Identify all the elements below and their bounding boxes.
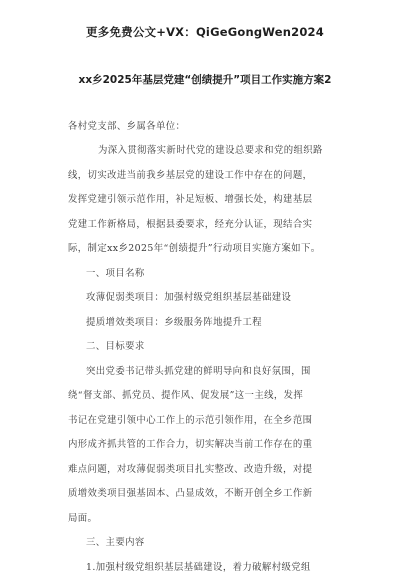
paragraph-line: 1.加强村级党组织基层基础建设，着力破解村级党组 (86, 561, 311, 573)
paragraph-line: 际，制定xx乡2025年“创绩提升”行动项目实施方案如下。 (68, 243, 321, 255)
section-heading: 二、目标要求 (86, 341, 145, 353)
paragraph-line: 质增效类项目强基固本、凸显成效，不断开创全乡工作新 (68, 488, 313, 500)
paragraph-line: 线，切实改进当前我乡基层党的建设工作中存在的问题， (68, 169, 313, 181)
salutation-line: 各村党支部、乡属各单位： (68, 121, 186, 132)
document-title: xx乡2025年基层党建“创绩提升”项目工作实施方案2 (78, 74, 332, 86)
section-heading: 一、项目名称 (86, 267, 145, 279)
paragraph-line: 党建工作新格局，根据县委要求，经充分认证，现结合实 (68, 218, 313, 230)
project-item: 提质增效类项目：乡级服务阵地提升工程 (86, 316, 262, 328)
paragraph-line: 突出党委书记带头抓党建的鲜明导向和良好氛围，围 (86, 365, 311, 377)
paragraph-line: 局面。 (68, 512, 98, 524)
paragraph-line: 绕“督支部、抓党员、提作风、促发展”这一主线，发挥 (68, 390, 304, 402)
paragraph-line: 为深入贯彻落实新时代党的建设总要求和党的组织路 (98, 145, 323, 157)
paragraph-line: 发挥党建引领示范作用，补足短板、增强长处，构建基层 (68, 194, 313, 206)
section-heading: 三、主要内容 (86, 537, 145, 549)
paragraph-line: 书记在党建引领中心工作上的示范引领作用，在全乡范围 (68, 414, 313, 426)
promo-header: 更多免费公文+VX：QiGeGongWen2024 (86, 25, 324, 39)
paragraph-line: 内形成齐抓共管的工作合力，切实解决当前工作存在的重 (68, 439, 313, 451)
paragraph-line: 难点问题，对攻薄促弱类项目扎实整改、改造升级，对提 (68, 463, 313, 475)
document-body (68, 118, 342, 583)
project-item: 攻薄促弱类项目：加强村级党组织基层基础建设 (86, 292, 292, 304)
